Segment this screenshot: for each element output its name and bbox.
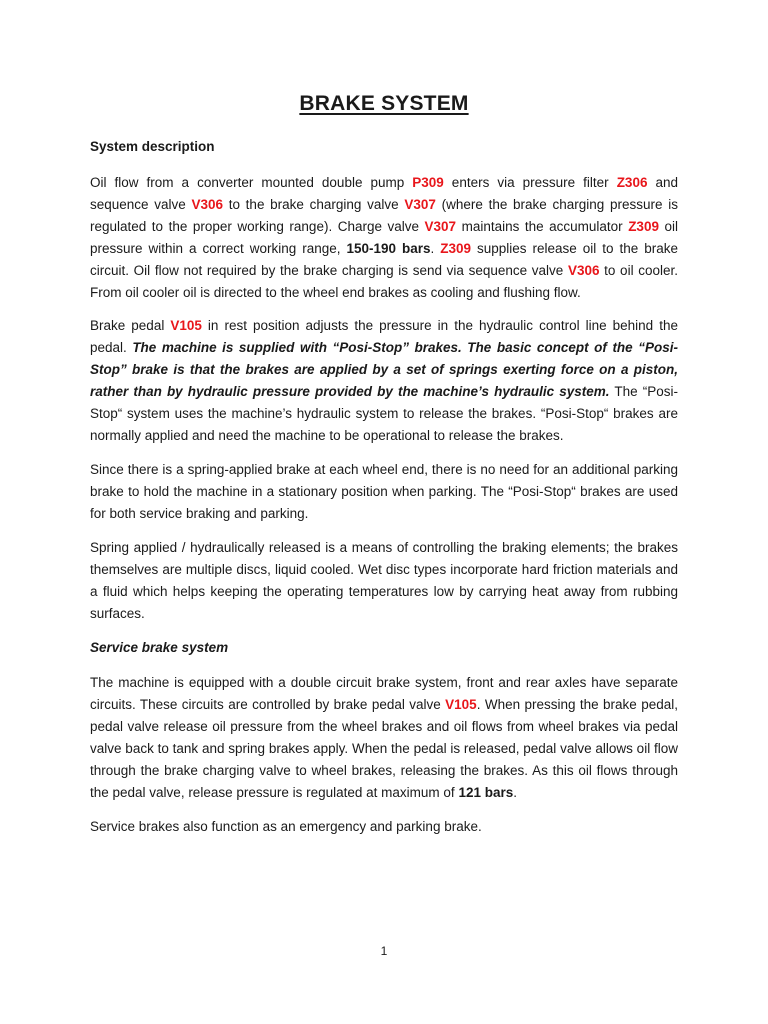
paragraph: Service brakes also function as an emergency and parking brake. [90, 819, 482, 834]
paragraph-oil-flow [90, 172, 678, 304]
paragraph-spring-applied-brake [90, 459, 678, 525]
paragraph: Since there is a spring-applied brake at each wheel end, there is no need for an additional parking brake to hold the machine in a stationary position when parking. The “Posi-Stop“ brakes are used for both service braking and parking. [90, 462, 678, 521]
paragraph: Spring applied / hydraulically released is a means of controlling the braking elements; the brakes themselves are multiple discs, liquid cooled. Wet disc types incorporate hard friction materials and a fluid which helps keeping the operating temperatures low by carrying heat away from rubbing surfaces. [90, 540, 678, 621]
component-code: Z309 [440, 241, 472, 256]
bold-value: 150-190 bars [346, 241, 431, 256]
paragraph: Oil flow from a converter mounted double pump P309 enters via pressure filter Z306 and sequence valve V306 to the brake charging valve V307 (where the brake charging pressure is regulated to the proper working range). Charge valve V307 maintains the accumulator Z309 oil pressure within a correct working range, 150-190 bars. Z309 supplies release oil to the brake circuit. Oil flow not required by the brake charging is send via sequence valve V306 to oil cooler. From oil cooler oil is directed to the wheel end brakes as cooling and flushing flow. [90, 175, 679, 300]
component-code: P309 [412, 175, 444, 190]
document-title: BRAKE SYSTEM [299, 92, 469, 115]
component-code: V307 [424, 219, 457, 234]
component-code: V105 [170, 318, 202, 333]
component-code: V306 [191, 197, 224, 212]
bold-value: 121 bars [458, 785, 514, 800]
emphasis-text: The machine is supplied with “Posi-Stop” brakes. The basic concept of the “Posi-Stop” brake is that the brakes are applied by a set of springs exerting force on a piston, rather than by hydraulic pressure provided by the machine’s hydraulic system. [90, 340, 678, 399]
component-code: V105 [445, 697, 477, 712]
section-heading-system-description [90, 139, 678, 154]
component-code: Z306 [616, 175, 648, 190]
component-code: V307 [404, 197, 436, 212]
paragraph-braking-elements [90, 537, 678, 625]
paragraph-brake-pedal [90, 315, 678, 447]
component-code: Z309 [628, 219, 659, 234]
section-heading: Service brake system [90, 640, 229, 655]
page-number: 1 [380, 944, 388, 958]
paragraph: Brake pedal V105 in rest position adjusts the pressure in the hydraulic control line behind the pedal. The machine is supplied with “Posi-Stop” brakes. The basic concept of the “Posi-Stop” brake is that the brakes are applied by a set of springs exerting force on a piston, rather than by hydraulic pressure provided by the machine’s hydraulic system. The “Posi-Stop“ system uses the machine’s hydraulic system to release the brakes. “Posi-Stop“ brakes are normally applied and need the machine to be operational to release the brakes. [90, 318, 678, 443]
paragraph-emergency-brake [90, 816, 678, 838]
section-heading: System description [90, 139, 215, 154]
paragraph-double-circuit [90, 672, 678, 804]
paragraph: The machine is equipped with a double circuit brake system, front and rear axles have separate circuits. These circuits are controlled by brake pedal valve V105. When pressing the brake pedal, pedal valve release oil pressure from the wheel brakes and oil flows from wheel brakes via pedal valve back to tank and spring brakes apply. When the pedal is released, pedal valve allows oil flow through the brake charging valve to wheel brakes, releasing the brakes. As this oil flows through the pedal valve, release pressure is regulated at maximum of 121 bars. [90, 675, 678, 800]
component-code: V306 [567, 263, 600, 278]
section-heading-service-brake [90, 640, 678, 655]
